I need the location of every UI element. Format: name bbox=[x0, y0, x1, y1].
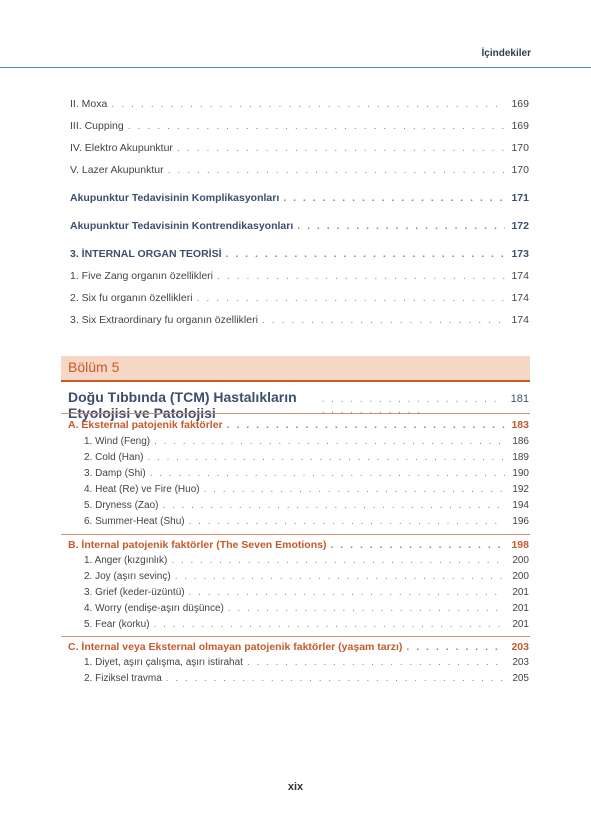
leader-dots bbox=[204, 484, 505, 495]
toc-entry-page: 189 bbox=[512, 452, 529, 463]
toc-entry-page: 174 bbox=[511, 314, 529, 326]
section-entry[interactable] bbox=[68, 539, 529, 551]
toc-entry[interactable] bbox=[70, 220, 529, 232]
toc-entry[interactable] bbox=[84, 673, 529, 684]
leader-dots bbox=[111, 98, 505, 110]
toc-entry-page: 200 bbox=[512, 571, 529, 582]
section-label: C. İnternal veya Eksternal olmayan patojenik faktörler (yaşam tarzı) bbox=[68, 641, 403, 653]
toc-entry-page: 169 bbox=[511, 98, 529, 110]
toc-entry[interactable] bbox=[84, 516, 529, 527]
section-label: A. Eksternal patojenik faktörler bbox=[68, 419, 223, 431]
toc-entry-page: 174 bbox=[511, 292, 529, 304]
toc-entry[interactable] bbox=[84, 657, 529, 668]
chapter-number: Bölüm 5 bbox=[68, 359, 120, 375]
leader-dots bbox=[406, 641, 505, 653]
toc-entry[interactable] bbox=[70, 120, 529, 132]
section-label: B. İnternal patojenik faktörler (The Seven Emotions) bbox=[68, 539, 327, 551]
page-number: xix bbox=[287, 781, 304, 793]
toc-entry-page: 201 bbox=[512, 587, 529, 598]
toc-entry-page: 170 bbox=[511, 142, 529, 154]
header-rule bbox=[0, 67, 591, 68]
toc-entry-page: 192 bbox=[512, 484, 529, 495]
section-page: 198 bbox=[511, 539, 529, 551]
toc-entry-label: 3. Grief (keder-üzüntü) bbox=[84, 587, 185, 598]
leader-dots bbox=[154, 436, 505, 447]
toc-entry-page: 170 bbox=[511, 164, 529, 176]
toc-entry-page: 196 bbox=[512, 516, 529, 527]
toc-entry-label: 1. Five Zang organın özellikleri bbox=[70, 270, 213, 282]
toc-entry-label: II. Moxa bbox=[70, 98, 108, 110]
toc-entry-label: 3. Six Extraordinary fu organın özellikleri bbox=[70, 314, 258, 326]
toc-entry-page: 205 bbox=[512, 673, 529, 684]
leader-dots bbox=[189, 516, 505, 527]
section-rule bbox=[61, 413, 530, 414]
leader-dots bbox=[247, 657, 505, 668]
leader-dots bbox=[197, 292, 505, 304]
toc-entry[interactable] bbox=[84, 587, 529, 598]
toc-entry-page: 201 bbox=[512, 619, 529, 630]
toc-entry-page: 194 bbox=[512, 500, 529, 511]
toc-entry[interactable] bbox=[84, 468, 529, 479]
toc-entry[interactable] bbox=[84, 571, 529, 582]
toc-entry-label: IV. Elektro Akupunktur bbox=[70, 142, 173, 154]
leader-dots bbox=[330, 539, 505, 551]
leader-dots bbox=[166, 673, 505, 684]
toc-entry-page: 171 bbox=[511, 192, 529, 204]
section-page: 203 bbox=[511, 641, 529, 653]
toc-entry[interactable] bbox=[70, 248, 529, 260]
toc-entry-page: 201 bbox=[512, 603, 529, 614]
leader-dots bbox=[297, 220, 505, 232]
leader-dots bbox=[150, 468, 505, 479]
toc-entry-page: 172 bbox=[511, 220, 529, 232]
leader-dots bbox=[154, 619, 505, 630]
section-rule bbox=[61, 636, 530, 637]
toc-entry-label: III. Cupping bbox=[70, 120, 124, 132]
toc-entry-label: 1. Anger (kızgınlık) bbox=[84, 555, 168, 566]
toc-entry[interactable] bbox=[84, 603, 529, 614]
toc-entry-label: 1. Wind (Feng) bbox=[84, 436, 151, 447]
leader-dots bbox=[147, 452, 505, 463]
toc-entry[interactable] bbox=[70, 292, 529, 304]
toc-entry-label: 2. Fiziksel travma bbox=[84, 673, 162, 684]
toc-entry-label: 2. Joy (aşırı sevinç) bbox=[84, 571, 171, 582]
toc-entry-label: Akupunktur Tedavisinin Komplikasyonları bbox=[70, 192, 280, 204]
leader-dots bbox=[162, 500, 505, 511]
leader-dots bbox=[171, 555, 505, 566]
toc-entry-label: 4. Worry (endişe-aşırı düşünce) bbox=[84, 603, 224, 614]
toc-entry-label: 3. İNTERNAL ORGAN TEORİSİ bbox=[70, 248, 222, 260]
toc-entry-label: 5. Fear (korku) bbox=[84, 619, 150, 630]
toc-entry[interactable] bbox=[70, 314, 529, 326]
chapter-page: 181 bbox=[510, 393, 529, 405]
toc-entry-label: 2. Six fu organın özellikleri bbox=[70, 292, 193, 304]
toc-entry[interactable] bbox=[70, 98, 529, 110]
toc-entry[interactable] bbox=[70, 270, 529, 282]
toc-entry[interactable] bbox=[70, 164, 529, 176]
toc-entry-page: 203 bbox=[512, 657, 529, 668]
chapter-title: Doğu Tıbbında (TCM) Hastalıkların Etyolojisi ve Patolojisi bbox=[68, 389, 297, 421]
toc-entry-page: 200 bbox=[512, 555, 529, 566]
toc-entry-label: 6. Summer-Heat (Shu) bbox=[84, 516, 185, 527]
toc-entry-label: 2. Cold (Han) bbox=[84, 452, 144, 463]
toc-entry-page: 173 bbox=[511, 248, 529, 260]
toc-entry-page: 190 bbox=[512, 468, 529, 479]
toc-entry[interactable] bbox=[84, 500, 529, 511]
toc-entry-label: V. Lazer Akupunktur bbox=[70, 164, 164, 176]
section-page: 183 bbox=[511, 419, 529, 431]
chapter-title-entry[interactable] bbox=[68, 389, 529, 421]
leader-dots bbox=[226, 248, 506, 260]
section-entry[interactable] bbox=[68, 641, 529, 653]
leader-dots bbox=[175, 571, 505, 582]
header-title: İçindekiler bbox=[481, 48, 531, 59]
section-rule bbox=[61, 534, 530, 535]
leader-dots bbox=[262, 314, 505, 326]
toc-entry[interactable] bbox=[84, 484, 529, 495]
toc-entry-label: 1. Diyet, aşırı çalışma, aşırı istirahat bbox=[84, 657, 243, 668]
toc-entry-label: 4. Heat (Re) ve Fire (Huo) bbox=[84, 484, 200, 495]
toc-entry-page: 174 bbox=[511, 270, 529, 282]
section-entry[interactable] bbox=[68, 419, 529, 431]
toc-entry[interactable] bbox=[70, 142, 529, 154]
chapter-rule bbox=[61, 380, 530, 382]
leader-dots bbox=[228, 603, 505, 614]
leader-dots bbox=[283, 192, 505, 204]
leader-dots bbox=[177, 142, 505, 154]
leader-dots bbox=[128, 120, 505, 132]
toc-entry[interactable] bbox=[84, 619, 529, 630]
toc-entry[interactable] bbox=[70, 192, 529, 204]
leader-dots bbox=[227, 419, 505, 431]
toc-entry-page: 186 bbox=[512, 436, 529, 447]
leader-dots bbox=[189, 587, 505, 598]
toc-entry-label: 3. Damp (Shi) bbox=[84, 468, 146, 479]
toc-entry[interactable] bbox=[84, 436, 529, 447]
toc-entry[interactable] bbox=[84, 555, 529, 566]
toc-entry-label: 5. Dryness (Zao) bbox=[84, 500, 159, 511]
leader-dots bbox=[217, 270, 505, 282]
toc-entry-label: Akupunktur Tedavisinin Kontrendikasyonları bbox=[70, 220, 294, 232]
leader-dots bbox=[168, 164, 505, 176]
chapter-band bbox=[61, 356, 530, 380]
toc-entry-page: 169 bbox=[511, 120, 529, 132]
toc-entry[interactable] bbox=[84, 452, 529, 463]
